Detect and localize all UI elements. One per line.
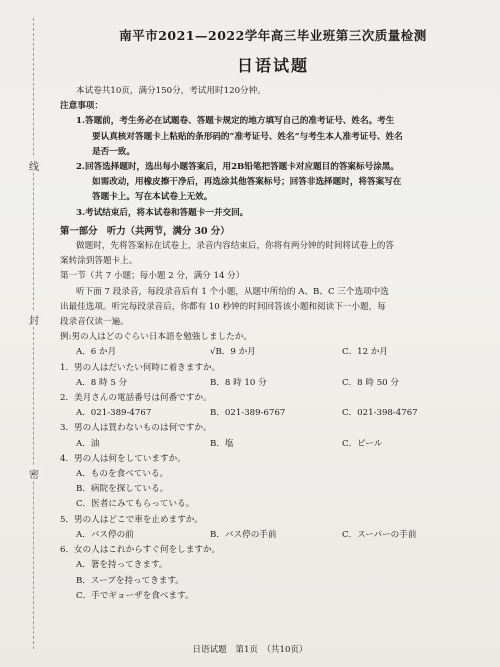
section1-heading: 第一节（共 7 小题；每小题 2 分，满分 14 分） (60, 271, 245, 282)
note-line: 答题卡上。写在本试卷上无效。 (92, 192, 213, 203)
question-stem: 1．男の人はだいたい何時に着きますか。 (60, 362, 221, 373)
option-a: A．箸を持ってきます。 (76, 560, 168, 571)
notes-list (60, 114, 486, 220)
option-a: A．ものを食べている。 (76, 469, 169, 480)
example-option-c: C．12 か月 (342, 347, 389, 358)
intro-text: 本试卷共10页，满分150分，考试用时120分钟。 (76, 86, 266, 96)
question-stem: 2．美月さんの電話番号は何番ですか。 (60, 393, 212, 404)
option-c: C．8 時 50 分 (342, 377, 399, 388)
example-option-b: √B．9 か月 (210, 347, 256, 358)
section1-instruction: 出最佳选项。听完每段录音后，你都有 10 秒钟的时间回答该小题和阅读下一小题，每 (60, 301, 386, 312)
option-b: B．8 時 10 分 (210, 377, 267, 388)
question-options (60, 406, 486, 421)
section1-instruction: 听下面 7 段录音，每段录音后有 1 个小题，从题中所给的 A、B、C 三个选项中选 (76, 286, 389, 297)
exam-content (60, 28, 486, 604)
option-b: B．塩 (210, 438, 234, 449)
section1-instruction: 段录音仅读一遍。 (60, 317, 129, 328)
margin-label-seal: 封 (26, 312, 42, 327)
example-question: 例:男の人はどのぐらい日本語を勉強しましたか。 (60, 332, 252, 343)
note-line: 1.答题前，考生务必在试题卷、答题卡规定的地方填写自己的准考证号、姓名。考生 (76, 116, 395, 127)
option-b: B．バス停の手前 (210, 529, 277, 540)
note-line: 2.回答选择题时，选出每小题答案后，用2B铅笔把答题卡对应题目的答案标号涂黑。 (76, 162, 399, 173)
option-c: C．手でギョーザを食べます。 (76, 590, 194, 601)
option-b: B．021-389-6767 (210, 408, 286, 419)
note-line: 要认真核对答题卡上粘贴的条形码的“准考证号、姓名”与考生本人准考证号、姓名 (92, 131, 403, 142)
question-options (60, 528, 486, 543)
note-line: 3.考试结束后，将本试卷和答题卡一并交回。 (76, 207, 249, 218)
question-options (60, 376, 486, 391)
part1-heading: 第一部分 听力（共两节，满分 30 分） (60, 225, 230, 237)
option-a: A．バス停の前 (76, 529, 134, 540)
option-c: C．スーパーの手前 (342, 529, 417, 540)
note-line: 如需改动，用橡皮擦干净后，再选涂其他答案标号；回答非选择题时，将答案写在 (92, 177, 402, 188)
subject-title: 日语试题 (236, 56, 309, 75)
example-options (60, 345, 486, 360)
option-a: A．8 時 5 分 (76, 377, 128, 388)
binding-dashed-line (33, 18, 34, 649)
question-stem: 4．男の人は何をしていますか。 (60, 453, 186, 464)
option-b: B．スープを持ってきます。 (76, 575, 184, 586)
option-c: C．021-398-4767 (342, 408, 418, 419)
part1-instruction: 案转涂到答题卡上。 (60, 256, 138, 267)
question-options (60, 437, 486, 452)
margin-label-secret: 密 (26, 466, 42, 481)
part1-instruction: 做题时，先将答案标在试卷上，录音内容结束后，你将有两分钟的时间将试卷上的答 (76, 241, 394, 252)
option-c: C．医者にみてもらっている。 (76, 499, 195, 510)
note-line: 是否一致。 (92, 146, 135, 157)
question-stem: 5．男の人はどこで車を止めますか。 (60, 514, 203, 525)
question-stem: 6．女の人はこれからすぐ何をしますか。 (60, 545, 221, 556)
option-a: A．油 (76, 438, 100, 449)
question-stem: 3．男の人は買わないものは何ですか。 (60, 423, 212, 434)
notes-heading: 注意事项： (60, 101, 103, 112)
page-footer: 日语试题 第1页 （共10页） (192, 645, 308, 655)
exam-title: 南平市2021—2022学年高三毕业班第三次质量检测 (119, 28, 427, 43)
example-option-a: A．6 か月 (76, 347, 117, 358)
option-b: B．病院を探している。 (76, 484, 169, 495)
option-c: C．ビール (342, 438, 383, 449)
option-a: A．021-389-4767 (76, 408, 152, 419)
margin-label-line: 线 (26, 158, 42, 173)
